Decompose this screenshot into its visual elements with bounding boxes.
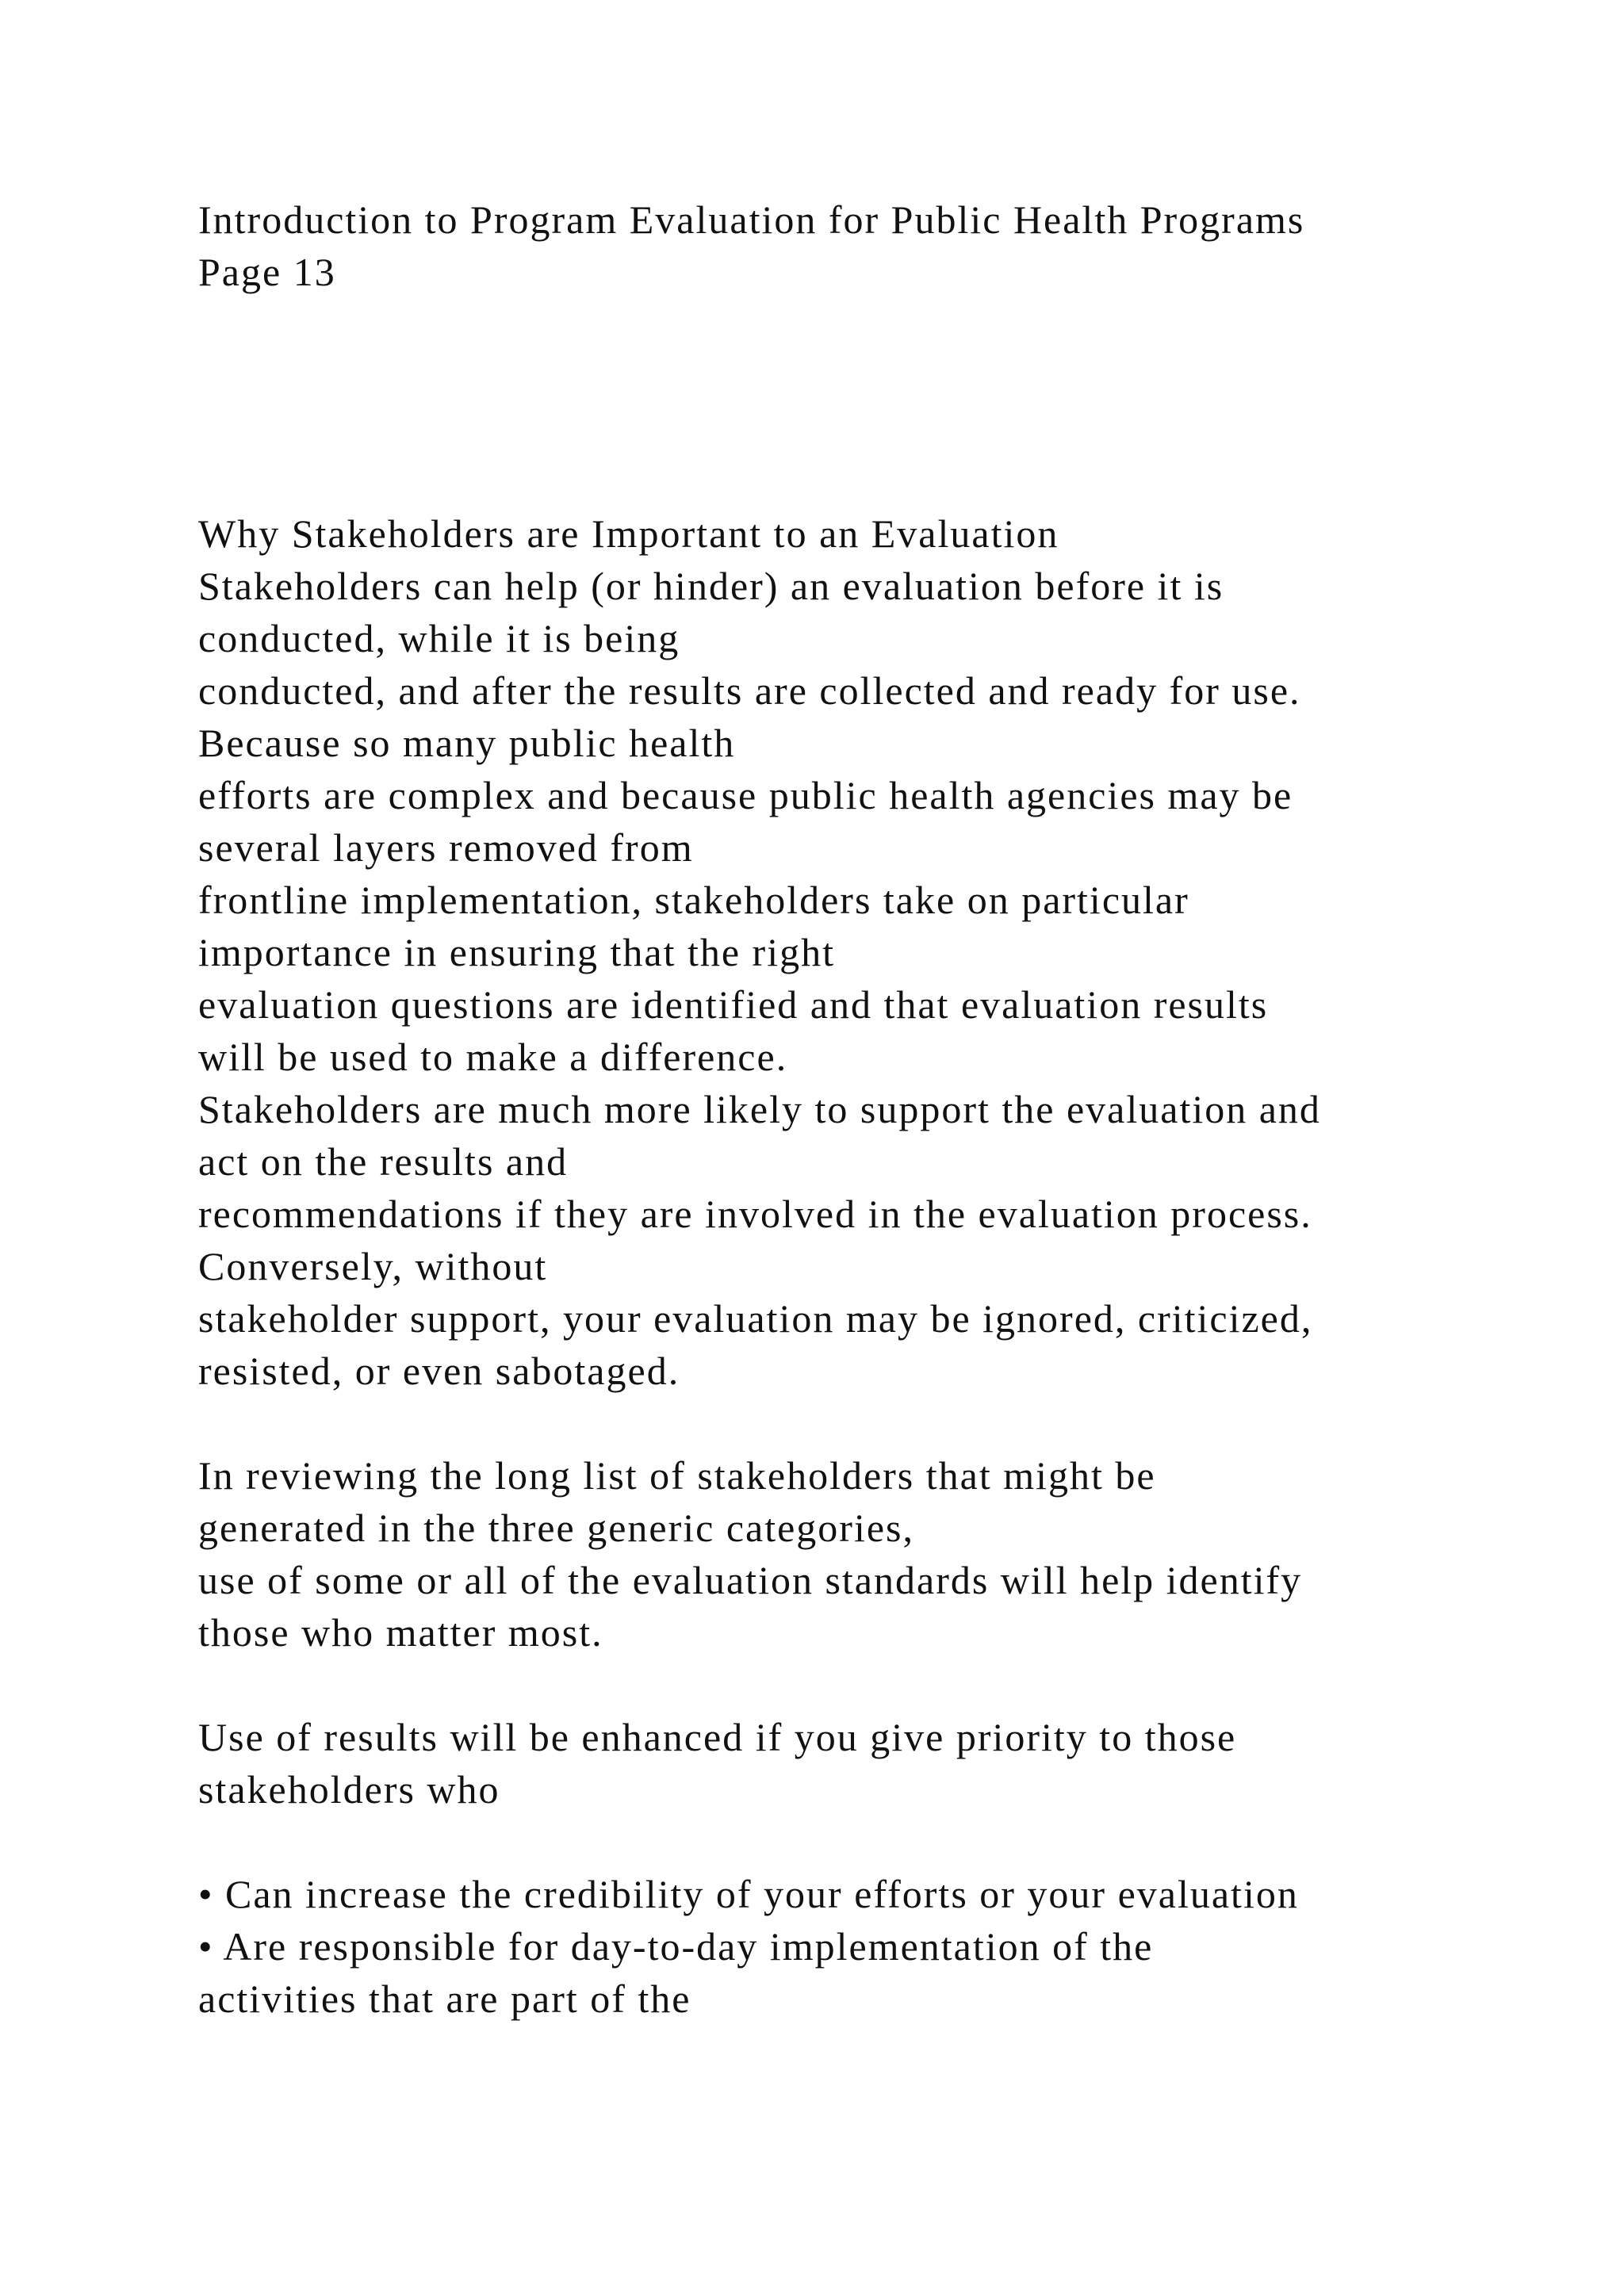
bullet-item: • Are responsible for day-to-day implementation of the: [198, 1924, 1154, 1969]
paragraph-spacer: [198, 1816, 1562, 1868]
document-body: [198, 507, 1562, 2025]
text-line: frontline implementation, stakeholders take on particular: [198, 878, 1189, 922]
paragraph-use-of-results: [198, 1711, 1562, 1816]
paragraph-spacer: [198, 1397, 1562, 1449]
text-line: efforts are complex and because public health agencies may be: [198, 773, 1293, 817]
text-line: use of some or all of the evaluation standards will help identify: [198, 1558, 1303, 1602]
paragraph-reviewing-stakeholders: [198, 1449, 1562, 1659]
text-line: Stakeholders can help (or hinder) an evaluation before it is: [198, 564, 1224, 608]
text-line: stakeholder support, your evaluation may be ignored, criticized,: [198, 1296, 1313, 1341]
bullet-list: [198, 1868, 1562, 2025]
text-line: recommendations if they are involved in the evaluation process.: [198, 1192, 1312, 1236]
document-header: [198, 193, 1562, 298]
text-line: resisted, or even sabotaged.: [198, 1349, 680, 1393]
text-line: importance in ensuring that the right: [198, 930, 835, 974]
paragraph-why-stakeholders: [198, 560, 1562, 1397]
text-line: Conversely, without: [198, 1244, 548, 1288]
text-line: those who matter most.: [198, 1610, 603, 1655]
text-line: Because so many public health: [198, 721, 736, 765]
text-line: conducted, and after the results are collected and ready for use.: [198, 668, 1301, 713]
text-line: generated in the three generic categories,: [198, 1506, 914, 1550]
text-line: act on the results and: [198, 1139, 569, 1184]
text-line: In reviewing the long list of stakeholders that might be: [198, 1453, 1156, 1498]
page-number: Page 13: [198, 250, 336, 294]
text-line: evaluation questions are identified and that evaluation results: [198, 982, 1269, 1027]
text-line: stakeholders who: [198, 1767, 500, 1812]
section-heading: Why Stakeholders are Important to an Evaluation: [198, 511, 1059, 556]
paragraph-spacer: [198, 1659, 1562, 1711]
bullet-item-continuation: activities that are part of the: [198, 1976, 691, 2021]
text-line: several layers removed from: [198, 825, 694, 870]
bullet-item: • Can increase the credibility of your efforts or your evaluation: [198, 1872, 1299, 1916]
text-line: Use of results will be enhanced if you give priority to those: [198, 1715, 1237, 1759]
document-title: Introduction to Program Evaluation for Public Health Programs: [198, 197, 1305, 242]
text-line: will be used to make a difference.: [198, 1035, 788, 1079]
text-line: conducted, while it is being: [198, 616, 680, 660]
text-line: Stakeholders are much more likely to support the evaluation and: [198, 1087, 1321, 1131]
